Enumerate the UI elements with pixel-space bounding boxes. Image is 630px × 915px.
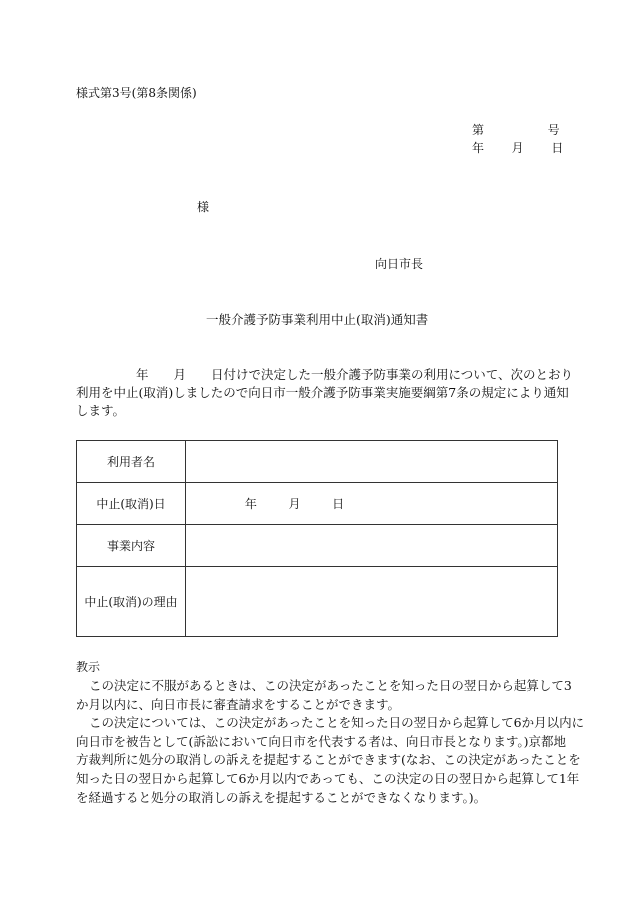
document-date-month: 月: [511, 141, 524, 155]
cancel-date-day: 日: [332, 497, 345, 511]
cancel-date-month: 月: [288, 497, 301, 511]
service-content-label: 事業内容: [77, 525, 186, 567]
form-number: 様式第3号(第8条関係): [76, 86, 197, 100]
issuer-name: 向日市長: [375, 257, 424, 271]
notice-line: か月以内に、向日市長に審査請求をすることができます。: [76, 696, 401, 712]
cancel-reason-label: 中止(取消)の理由: [77, 567, 186, 637]
body-line: します。: [76, 403, 126, 418]
body-paragraph: [76, 366, 574, 420]
notice-line: この決定については、この決定があったことを知った日の翌日から起算して6か月以内に: [89, 715, 585, 731]
document-number-suffix: 号: [547, 123, 560, 137]
document-date-year: 年: [472, 141, 485, 155]
document-number-prefix: 第: [472, 123, 485, 137]
cancel-date-field[interactable]: [186, 483, 558, 525]
cancel-reason-field[interactable]: [186, 567, 558, 637]
notice-line: を経過すると処分の取消しの訴えを提起することができなくなります。)。: [76, 789, 487, 805]
user-name-label: 利用者名: [77, 441, 186, 483]
table-row: [77, 525, 558, 567]
notice-block: [76, 677, 585, 807]
notice-line: 方裁判所に処分の取消しの訴えを提起することができます(なお、この決定があったことを: [76, 752, 581, 768]
table-row: [77, 567, 558, 637]
notice-line: この決定に不服があるときは、この決定があったことを知った日の翌日から起算して3: [89, 678, 572, 693]
cancel-date-year: 年: [244, 497, 257, 511]
notice-line: 知った日の翌日から起算して6か月以内であっても、この決定の日の翌日から起算して1年: [76, 770, 580, 786]
document-number: [472, 122, 560, 138]
cancel-date-label: 中止(取消)日: [77, 483, 186, 525]
info-table: [76, 440, 558, 637]
notice-heading: 教示: [76, 660, 101, 674]
service-content-field[interactable]: [186, 525, 558, 567]
notice-line: 向日市を被告として(訴訟において向日市を代表する者は、向日市長となります。)京都地: [76, 733, 567, 749]
body-line: 利用を中止(取消)しましたので向日市一般介護予防事業実施要綱第7条の規定により通知: [76, 385, 569, 400]
table-row: [77, 483, 558, 525]
user-name-field[interactable]: [186, 441, 558, 483]
document-date: [472, 140, 563, 156]
document-title: 一般介護予防事業利用中止(取消)通知書: [206, 312, 429, 327]
table-row: [77, 441, 558, 483]
body-line: 年 月 日付けで決定した一般介護予防事業の利用について、次のとおり: [136, 367, 574, 382]
document-date-day: 日: [551, 141, 564, 155]
addressee-honorific: 様: [197, 200, 210, 214]
